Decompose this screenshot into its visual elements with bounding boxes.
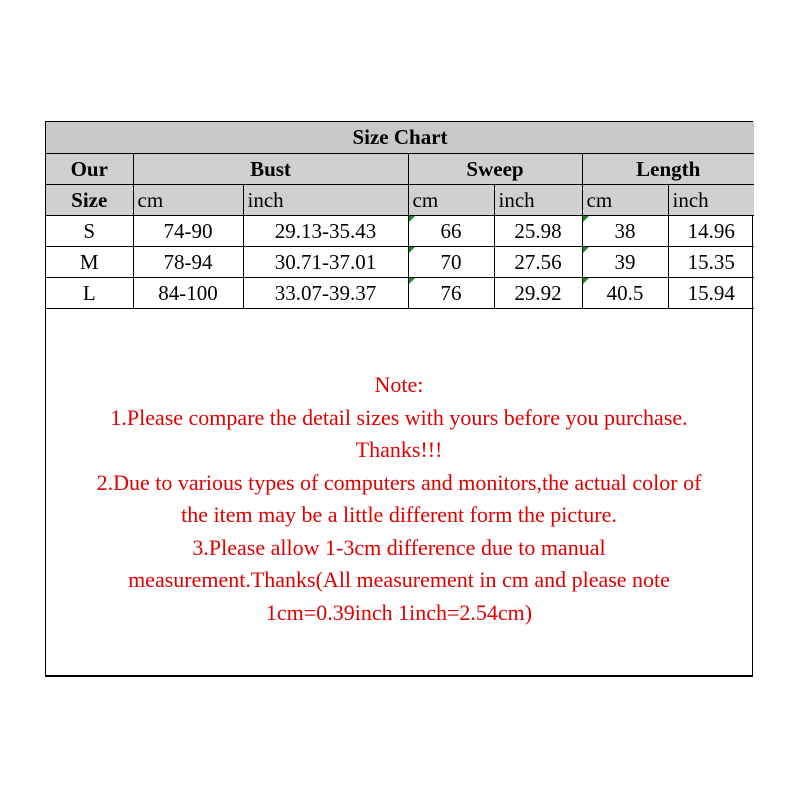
length-inch-cell: 15.94 <box>668 278 754 309</box>
bust-cm-cell: 78-94 <box>133 247 243 278</box>
note-line: 3.Please allow 1-3cm difference due to manual <box>192 534 606 560</box>
sweep-cm-cell: 66 <box>408 216 494 247</box>
table-row <box>46 247 754 278</box>
note-block <box>46 369 752 629</box>
note-line: Note: <box>374 372 424 397</box>
sweep-cm-cell: 76 <box>408 278 494 309</box>
bust-header: Bust <box>133 154 408 185</box>
sweep-header: Sweep <box>408 154 582 185</box>
bust-inch-cell: 30.71-37.01 <box>243 247 408 278</box>
our-size-header-bottom: Size <box>46 185 133 216</box>
sweep-cm-header: cm <box>408 185 494 216</box>
size-cell: M <box>46 247 133 278</box>
note-line: Thanks!!! <box>355 437 443 462</box>
length-header: Length <box>582 154 754 185</box>
note-line: measurement.Thanks(All measurement in cm and please note <box>128 567 670 592</box>
size-chart <box>45 121 753 677</box>
note-line: 2.Due to various types of computers and monitors,the actual color of <box>96 469 702 495</box>
note-line: 1cm=0.39inch 1inch=2.54cm) <box>265 599 533 625</box>
table-row <box>46 216 754 247</box>
bust-inch-header: inch <box>243 185 408 216</box>
length-inch-cell: 15.35 <box>668 247 754 278</box>
length-cm-cell: 39 <box>582 247 668 278</box>
our-size-header-top: Our <box>46 154 133 185</box>
bust-inch-cell: 29.13-35.43 <box>243 216 408 247</box>
bust-cm-cell: 74-90 <box>133 216 243 247</box>
length-cm-header: cm <box>582 185 668 216</box>
bust-inch-cell: 33.07-39.37 <box>243 278 408 309</box>
note-line: the item may be a little different form the picture. <box>181 502 617 527</box>
sweep-inch-cell: 29.92 <box>494 278 582 309</box>
size-cell: S <box>46 216 133 247</box>
length-cm-cell: 40.5 <box>582 278 668 309</box>
length-inch-header: inch <box>668 185 754 216</box>
table-row <box>46 278 754 309</box>
sweep-inch-cell: 27.56 <box>494 247 582 278</box>
size-table <box>46 122 754 309</box>
chart-title: Size Chart <box>46 122 754 154</box>
note-line: 1.Please compare the detail sizes with yours before you purchase. <box>110 404 688 430</box>
bust-cm-header: cm <box>133 185 243 216</box>
length-inch-cell: 14.96 <box>668 216 754 247</box>
sweep-cm-cell: 70 <box>408 247 494 278</box>
sweep-inch-cell: 25.98 <box>494 216 582 247</box>
size-cell: L <box>46 278 133 309</box>
length-cm-cell: 38 <box>582 216 668 247</box>
bust-cm-cell: 84-100 <box>133 278 243 309</box>
sweep-inch-header: inch <box>494 185 582 216</box>
